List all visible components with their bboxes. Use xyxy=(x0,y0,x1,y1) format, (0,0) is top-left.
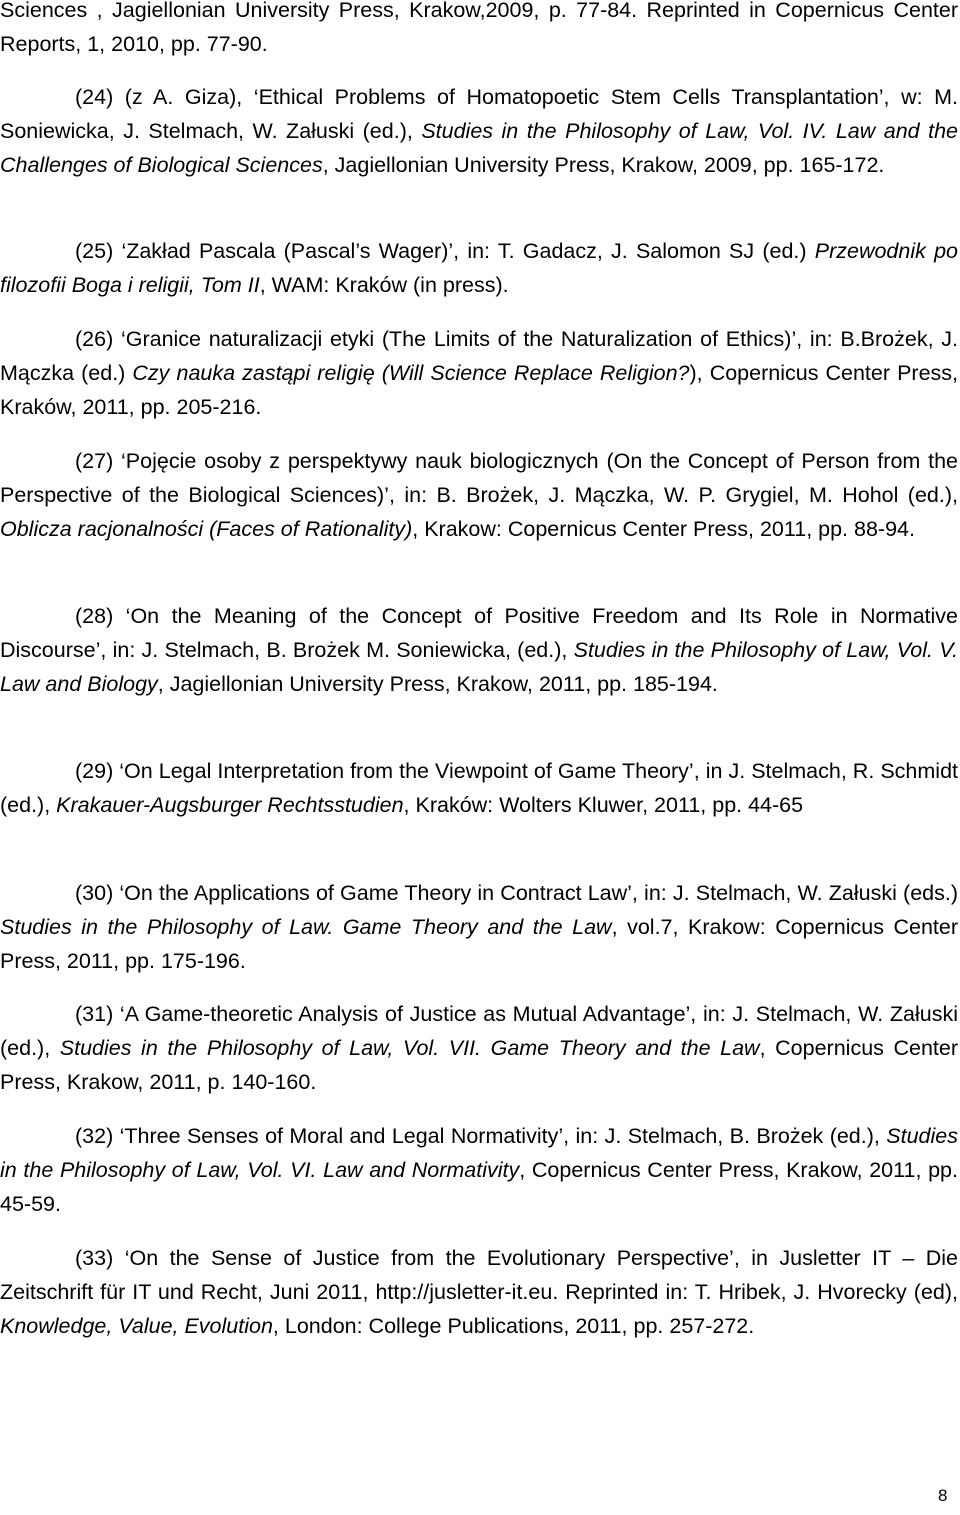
entry-text: ), Copernicus Center Press, Kraków, 2011, pp. 205-216. xyxy=(0,360,959,419)
entry-title-italic: Studies in the Philosophy of Law, Vol. VII. Game Theory and the Law xyxy=(59,1035,760,1060)
entry-title-italic: Przewodnik po filozofii Boga i religii, Tom II xyxy=(0,239,958,297)
entry-text: (26) ‘Granice naturalizacji etyki (The Limits of the Naturalization of Ethics)’, in: B.Brożek, J. Mączka (ed.) xyxy=(0,327,958,385)
entry-title-italic: Krakauer-Augsburger Rechtsstudien xyxy=(56,792,404,817)
entry-text: (30) ‘On the Applications of Game Theory in Contract Law’, in: J. Stelmach, W. Załuski (eds.) xyxy=(75,881,958,905)
entry-text: , Krakow: Copernicus Center Press, 2011, pp. 88-94. xyxy=(412,516,915,541)
reference-entry-26 xyxy=(0,323,958,424)
entry-title-italic: Knowledge, Value, Evolution xyxy=(0,1313,273,1338)
reference-entry-23-continuation xyxy=(0,0,958,62)
reference-entry-33 xyxy=(0,1242,958,1343)
entry-title-italic: Studies in the Philosophy of Law, Vol. IV. Law and the Challenges of Biological Sciences xyxy=(0,118,958,177)
reference-entry-25 xyxy=(0,235,958,303)
entry-text: (25) ‘Zakład Pascala (Pascal’s Wager)’, in: T. Gadacz, J. Salomon SJ (ed.) xyxy=(75,239,815,263)
entry-text: (31) ‘A Game-theoretic Analysis of Justice as Mutual Advantage’, in: J. Stelmach, W. Załuski (ed.), xyxy=(0,1002,958,1060)
page-number: 8 xyxy=(938,1486,948,1505)
reference-entry-24 xyxy=(0,81,958,182)
entry-text: (24) (z A. Giza), ‘Ethical Problems of Homatopoetic Stem Cells Transplantation’, w: M. Soniewicka, J. Stelmach, W. Załuski (ed.), xyxy=(0,85,958,143)
reference-entry-28 xyxy=(0,600,958,701)
entry-text: , Copernicus Center Press, Krakow, 2011, pp. 45-59. xyxy=(0,1157,958,1216)
entry-text: , London: College Publications, 2011, pp. 257-272. xyxy=(272,1313,755,1338)
entry-title-italic: Studies in the Philosophy of Law, Vol. V. Law and Biology xyxy=(0,637,958,696)
entry-text: (27) ‘Pojęcie osoby z perspektywy nauk biologicznych (On the Concept of Person from the Perspective of the Biological Sciences)’, in: B. Brożek, J. Mączka, W. P. Grygiel, M. Hohol (ed.), xyxy=(0,449,958,507)
reference-entry-30 xyxy=(0,877,958,978)
entry-text: , Jagiellonian University Press, Krakow, 2011, pp. 185-194. xyxy=(157,671,718,696)
entry-text: , Jagiellonian University Press, Krakow, 2009, pp. 165-172. xyxy=(322,152,885,177)
entry-text: (29) ‘On Legal Interpretation from the Viewpoint of Game Theory’, in J. Stelmach, R. Schmidt (ed.), xyxy=(0,759,958,817)
entry-text: (28) ‘On the Meaning of the Concept of Positive Freedom and Its Role in Normative Discourse’, in: J. Stelmach, B. Brożek M. Soniewicka, (ed.), xyxy=(0,604,958,662)
entry-text: (32) ‘Three Senses of Moral and Legal Normativity’, in: J. Stelmach, B. Brożek (ed.), xyxy=(75,1124,887,1148)
entry-title-italic: Studies in the Philosophy of Law. Game Theory and the Law xyxy=(0,914,612,939)
reference-entry-31 xyxy=(0,998,958,1099)
entry-text: , vol.7, Krakow: Copernicus Center Press, 2011, pp. 175-196. xyxy=(0,914,958,973)
reference-entry-32 xyxy=(0,1120,958,1221)
entry-text: (33) ‘On the Sense of Justice from the Evolutionary Perspective’, in Jusletter IT – Die Zeitschrift für IT und Recht, Juni 2011, http://jusletter-it.eu. Reprinted in: T. Hribek, J. Hvorecky (ed), xyxy=(0,1246,958,1304)
reference-entry-29 xyxy=(0,755,958,823)
entry-text: Sciences , Jagiellonian University Press, Krakow,2009, p. 77-84. Reprinted in Copernicus Center Reports, 1, 2010, pp. 77-90. xyxy=(0,0,958,56)
entry-title-italic: Oblicza racjonalności (Faces of Rationality) xyxy=(0,516,413,541)
entry-title-italic: Studies in the Philosophy of Law, Vol. VI. Law and Normativity xyxy=(0,1124,958,1182)
entry-text: , Kraków: Wolters Kluwer, 2011, pp. 44-65 xyxy=(403,792,804,817)
reference-entry-27 xyxy=(0,445,958,546)
entry-title-italic: Czy nauka zastąpi religię (Will Science Replace Religion? xyxy=(132,360,690,385)
entry-text: , WAM: Kraków (in press). xyxy=(259,272,509,297)
entry-text: , Copernicus Center Press, Krakow, 2011, p. 140-160. xyxy=(0,1035,959,1094)
